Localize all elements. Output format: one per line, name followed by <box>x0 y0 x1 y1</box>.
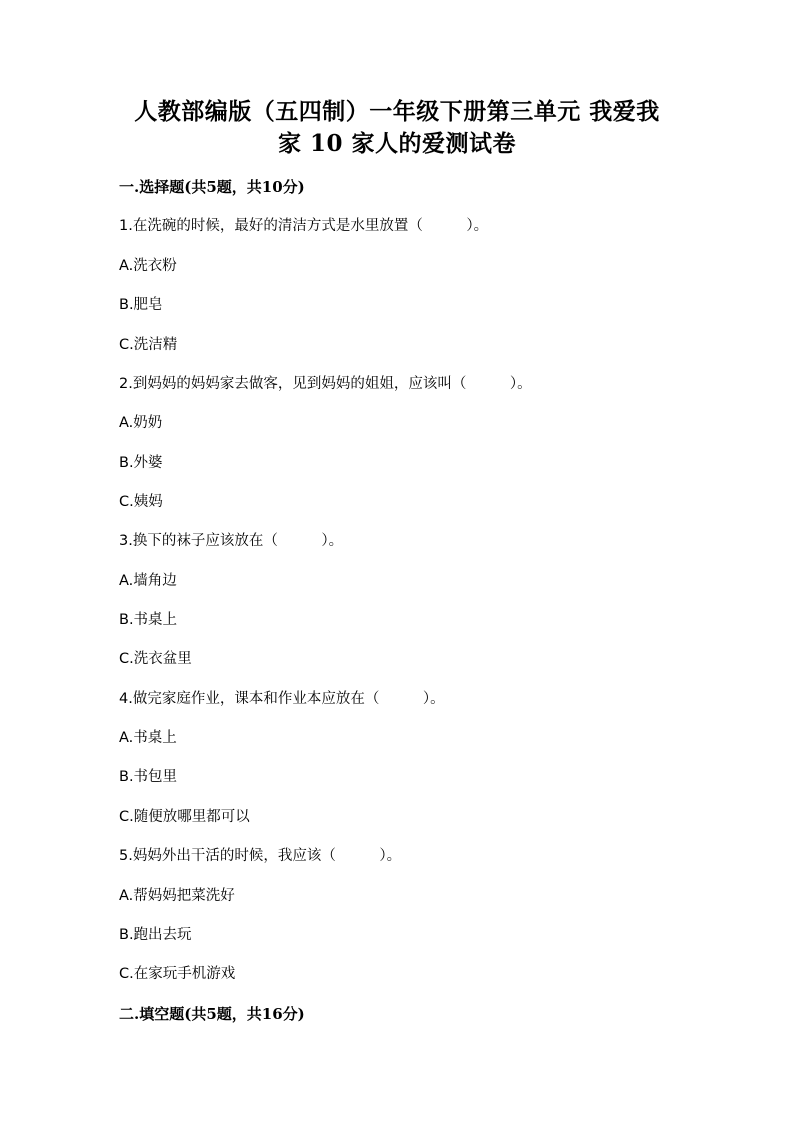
answer-option-b: B.跑出去玩 <box>119 927 192 943</box>
answer-option-c: C.在家玩手机游戏 <box>119 966 236 982</box>
title-line-2: 家 10 家人的爱测试卷 <box>277 130 517 157</box>
answer-option-c: C.姨妈 <box>119 494 163 510</box>
answer-option-c: C.洗衣盆里 <box>119 651 192 667</box>
question-stem: 3.换下的袜子应该放在（ ）。 <box>119 533 344 549</box>
answer-option-a: A.墙角边 <box>119 573 177 589</box>
answer-option-b: B.书桌上 <box>119 612 178 628</box>
answer-option-b: B.书包里 <box>119 769 178 785</box>
answer-option-a: A.书桌上 <box>119 730 177 746</box>
question-stem: 2.到妈妈的妈妈家去做客，见到妈妈的姐姐，应该叫（ ）。 <box>119 376 532 392</box>
title-line-1: 人教部编版（五四制）一年级下册第三单元 我爱我 <box>134 98 660 125</box>
section-heading-fill-in: 二.填空题(共5题，共16分) <box>119 1005 305 1023</box>
question-stem: 4.做完家庭作业，课本和作业本应放在（ ）。 <box>119 691 445 707</box>
answer-option-b: B.外婆 <box>119 455 163 471</box>
answer-option-a: A.奶奶 <box>119 415 163 431</box>
answer-option-a: A.洗衣粉 <box>119 258 177 274</box>
section-heading-choice: 一.选择题(共5题，共10分) <box>119 178 305 196</box>
answer-option-c: C.随便放哪里都可以 <box>119 809 250 825</box>
answer-option-c: C.洗洁精 <box>119 337 178 353</box>
question-stem: 1.在洗碗的时候，最好的清洁方式是水里放置（ ）。 <box>119 218 489 234</box>
question-stem: 5.妈妈外出干活的时候，我应该（ ）。 <box>119 848 402 864</box>
answer-option-b: B.肥皂 <box>119 297 163 313</box>
answer-option-a: A.帮妈妈把菜洗好 <box>119 888 235 904</box>
